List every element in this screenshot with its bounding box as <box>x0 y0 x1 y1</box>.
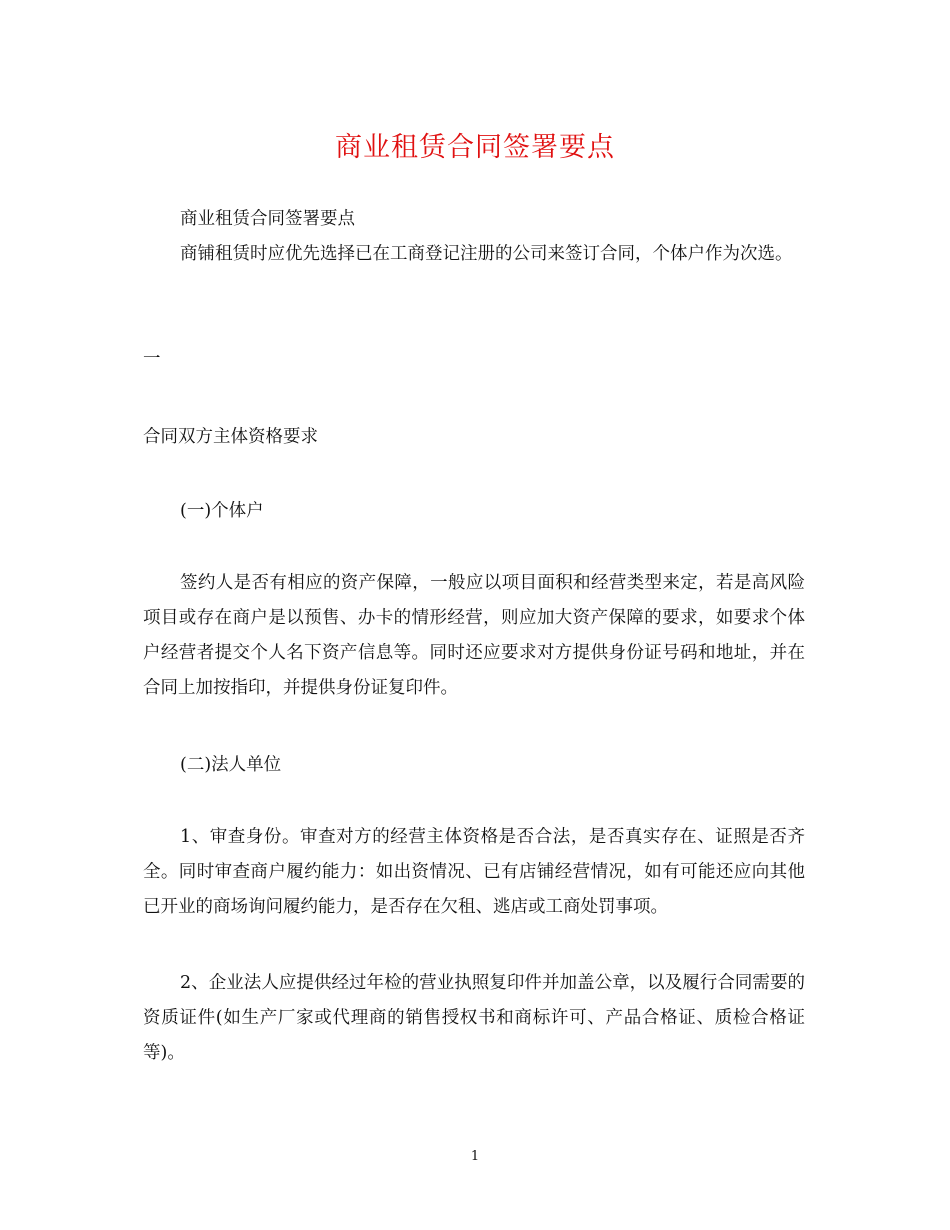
license-documents-paragraph: 2、企业法人应提供经过年检的营业执照复印件并加盖公章，以及履行合同需要的资质证件(如生产厂家或代理商的销售授权书和商标许可、产品合格证、质检合格证等)。 <box>143 973 805 1063</box>
intro-paragraph: 商铺租赁时应优先选择已在工商登记注册的公司来签订合同，个体户作为次选。 <box>180 244 793 264</box>
individual-requirements-paragraph: 签约人是否有相应的资产保障，一般应以项目面积和经营类型来定，若是高风险项目或存在商户是以预售、办卡的情形经营，则应加大资产保障的要求，如要求个体户经营者提交个人名下资产信息等。同时还应要求对方提供身份证号码和地址，并在合同上加按指印，并提供身份证复印件。 <box>143 573 805 698</box>
page-number: 1 <box>470 1149 480 1164</box>
section-heading: 合同双方主体资格要求 <box>143 427 318 447</box>
document-title: 商业租赁合同签署要点 <box>335 132 615 163</box>
subsection-heading-individual: (一)个体户 <box>180 501 264 521</box>
section-number: 一 <box>143 349 161 369</box>
subtitle-paragraph: 商业租赁合同签署要点 <box>180 209 355 229</box>
subsection-heading-legal-entity: (二)法人单位 <box>180 755 282 775</box>
identity-review-paragraph: 1、审查身份。审查对方的经营主体资格是否合法，是否真实存在、证照是否齐全。同时审查商户履约能力：如出资情况、已有店铺经营情况，如有可能还应向其他已开业的商场询问履约能力，是否存在欠租、逃店或工商处罚事项。 <box>143 827 805 917</box>
